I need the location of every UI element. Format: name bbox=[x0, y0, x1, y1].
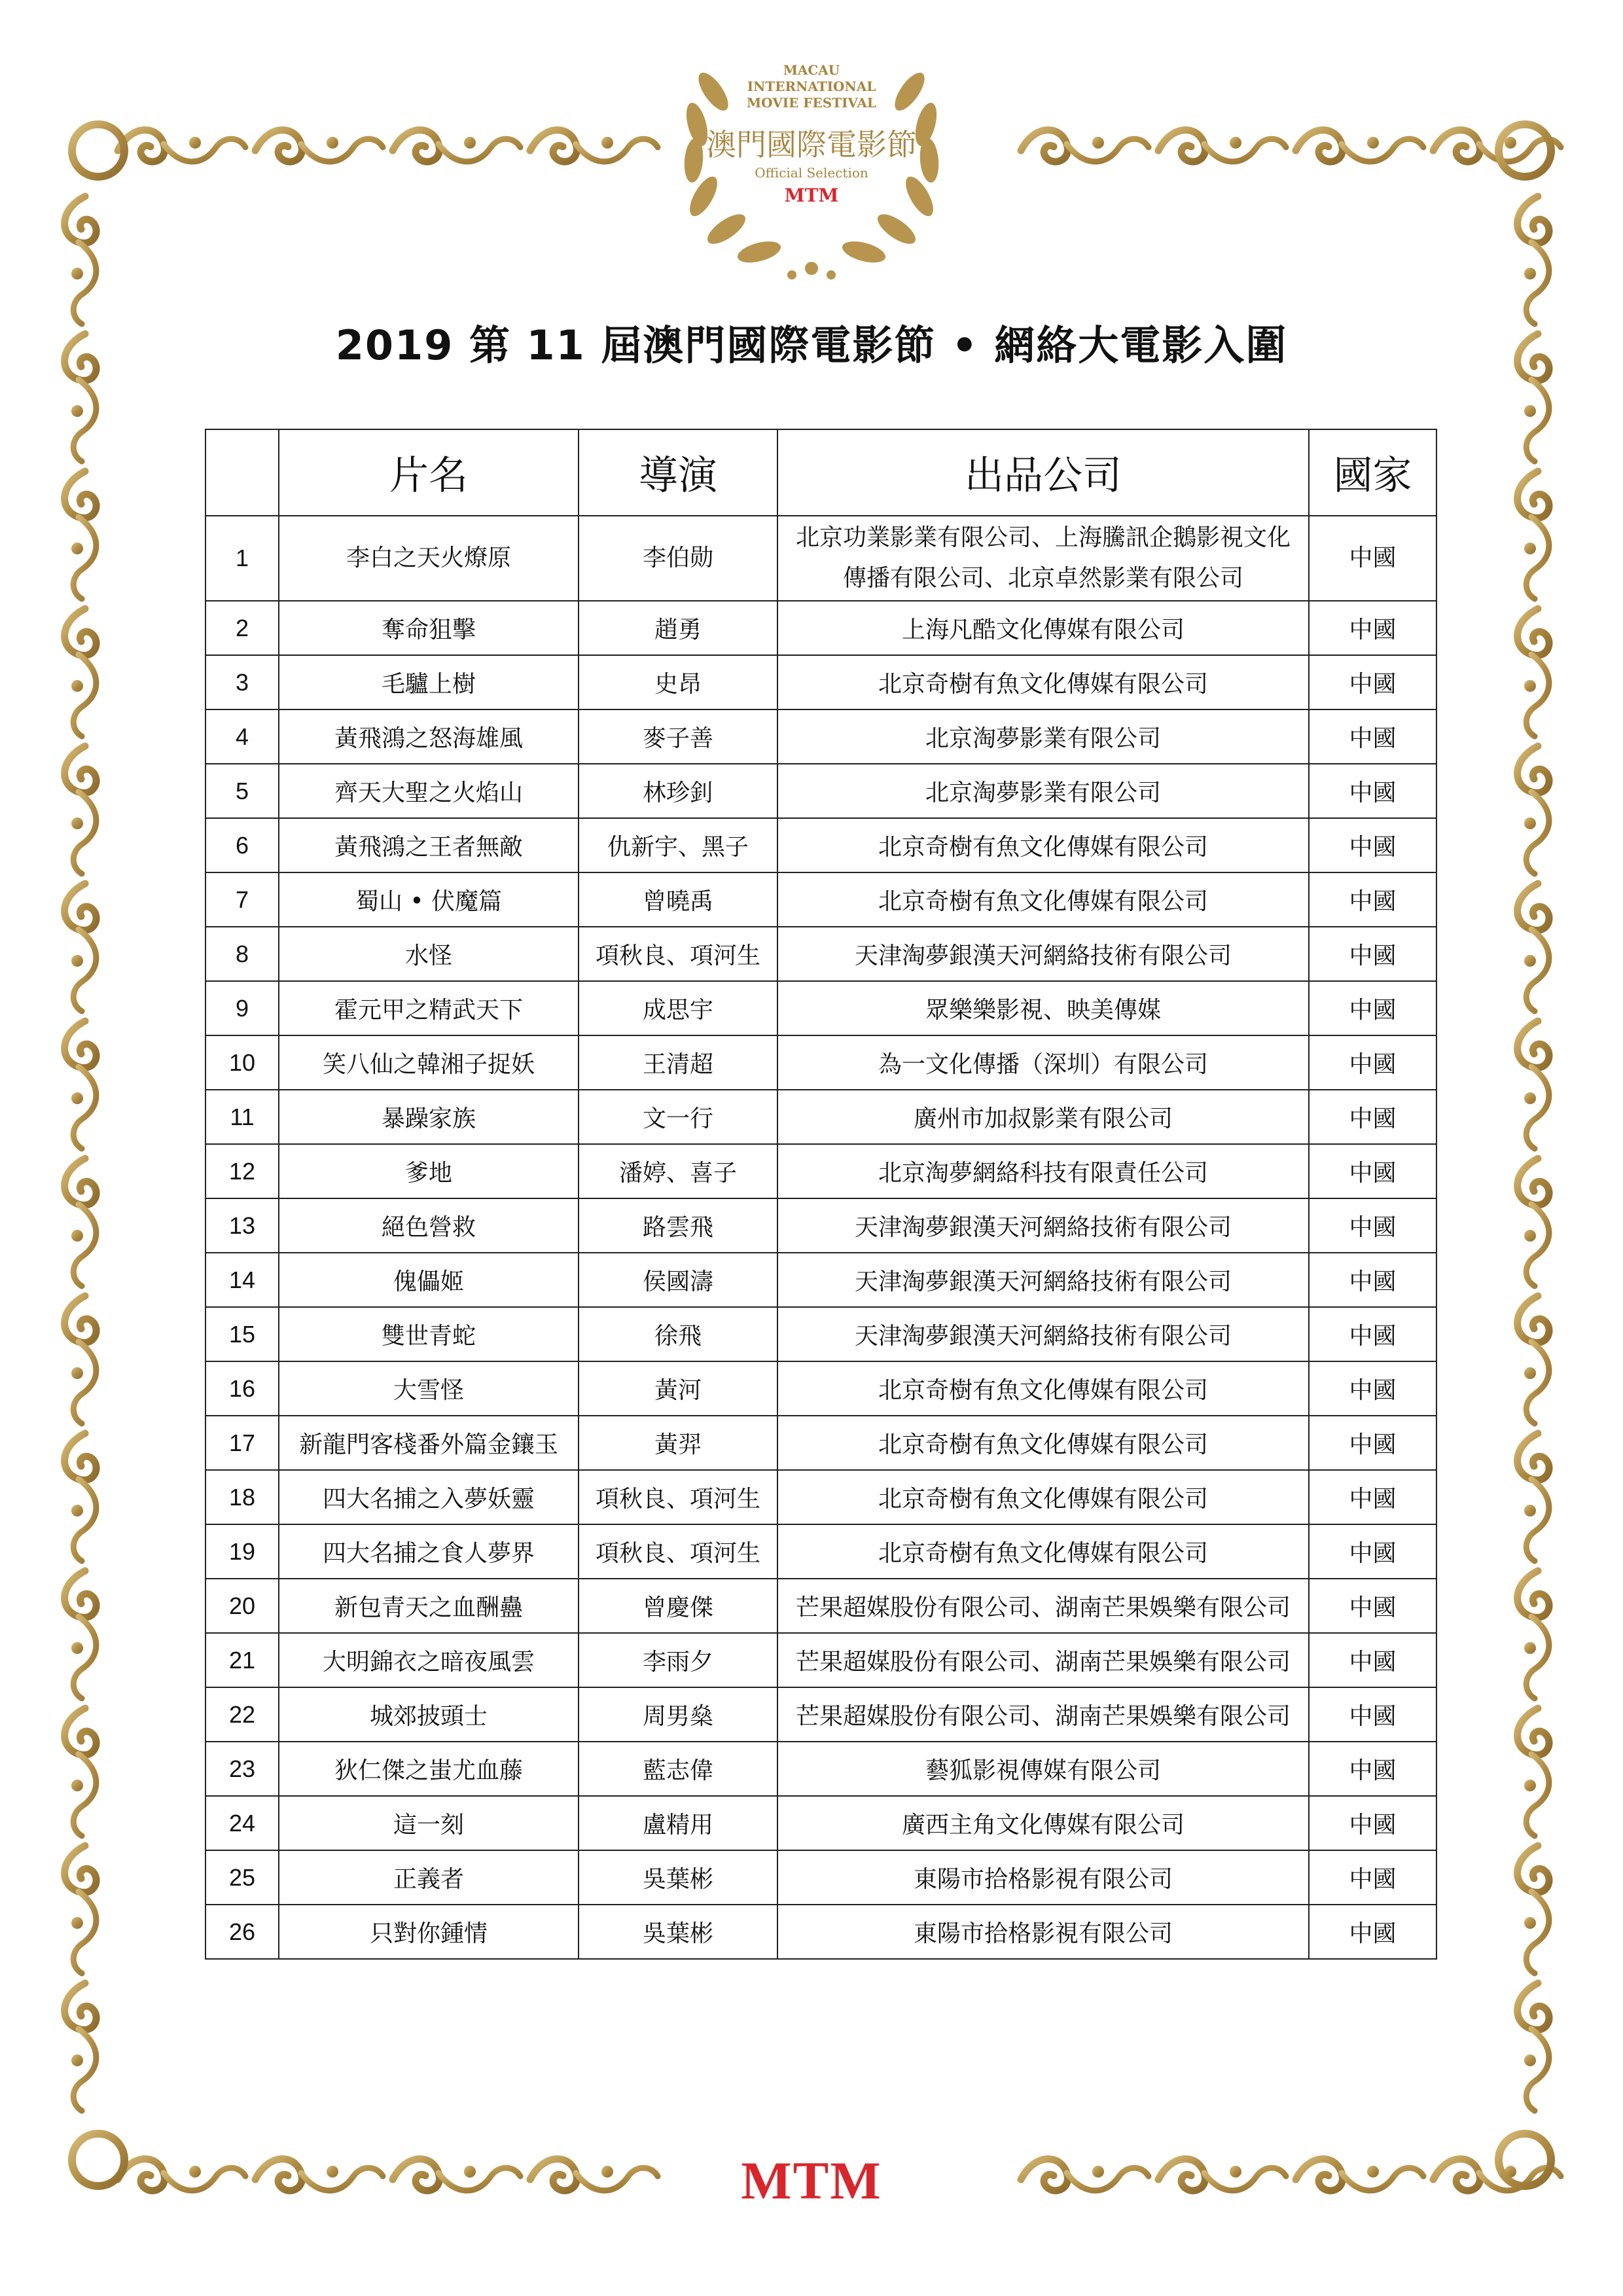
row-company: 北京奇樹有魚文化傳媒有限公司 bbox=[777, 1524, 1309, 1579]
row-number: 19 bbox=[205, 1524, 279, 1579]
row-country: 中國 bbox=[1309, 1524, 1436, 1579]
logo-line-movie-festival: MOVIE FESTIVAL bbox=[747, 95, 876, 111]
row-company: 北京淘夢影業有限公司 bbox=[777, 709, 1309, 764]
row-number: 16 bbox=[205, 1361, 279, 1416]
row-company: 天津淘夢銀漢天河網絡技術有限公司 bbox=[777, 1253, 1309, 1307]
table-row bbox=[205, 1416, 1436, 1470]
row-company: 為一文化傳播（深圳）有限公司 bbox=[777, 1035, 1309, 1090]
row-director: 王清超 bbox=[579, 1035, 777, 1090]
row-country: 中國 bbox=[1309, 1144, 1436, 1198]
row-company: 東陽市拾格影視有限公司 bbox=[777, 1905, 1309, 1959]
row-number: 1 bbox=[205, 516, 279, 601]
row-director: 曾慶傑 bbox=[579, 1579, 777, 1633]
header-director: 導演 bbox=[579, 429, 777, 516]
row-number: 7 bbox=[205, 872, 279, 927]
row-country: 中國 bbox=[1309, 1470, 1436, 1524]
row-title: 笑八仙之韓湘子捉妖 bbox=[279, 1035, 579, 1090]
row-company: 芒果超媒股份有限公司、湖南芒果娛樂有限公司 bbox=[777, 1579, 1309, 1633]
row-title: 大明錦衣之暗夜風雲 bbox=[279, 1633, 579, 1687]
row-number: 8 bbox=[205, 927, 279, 981]
table-row bbox=[205, 516, 1436, 601]
row-director: 潘婷、喜子 bbox=[579, 1144, 777, 1198]
row-company: 廣西主角文化傳媒有限公司 bbox=[777, 1796, 1309, 1850]
row-number: 20 bbox=[205, 1579, 279, 1633]
table-row bbox=[205, 1905, 1436, 1959]
row-title: 黃飛鴻之王者無敵 bbox=[279, 818, 579, 872]
table-row bbox=[205, 1198, 1436, 1253]
table-header-row bbox=[205, 429, 1436, 516]
row-director: 李伯勋 bbox=[579, 516, 777, 601]
header-title: 片名 bbox=[279, 429, 579, 516]
row-country: 中國 bbox=[1309, 927, 1436, 981]
table-row bbox=[205, 927, 1436, 981]
row-number: 22 bbox=[205, 1687, 279, 1742]
table-row bbox=[205, 1253, 1436, 1307]
row-title: 大雪怪 bbox=[279, 1361, 579, 1416]
row-country: 中國 bbox=[1309, 1035, 1436, 1090]
row-country: 中國 bbox=[1309, 1905, 1436, 1959]
row-title: 黃飛鴻之怒海雄風 bbox=[279, 709, 579, 764]
row-director: 周男燊 bbox=[579, 1687, 777, 1742]
row-director: 侯國濤 bbox=[579, 1253, 777, 1307]
selection-table bbox=[205, 429, 1437, 1960]
row-number: 14 bbox=[205, 1253, 279, 1307]
row-company: 芒果超媒股份有限公司、湖南芒果娛樂有限公司 bbox=[777, 1687, 1309, 1742]
row-title: 這一刻 bbox=[279, 1796, 579, 1850]
table-row bbox=[205, 1090, 1436, 1144]
row-title: 雙世青蛇 bbox=[279, 1307, 579, 1361]
row-number: 18 bbox=[205, 1470, 279, 1524]
row-director: 盧精用 bbox=[579, 1796, 777, 1850]
header-company: 出品公司 bbox=[777, 429, 1309, 516]
row-title: 暴躁家族 bbox=[279, 1090, 579, 1144]
row-director: 吳葉彬 bbox=[579, 1850, 777, 1905]
table-row bbox=[205, 981, 1436, 1035]
row-company: 眾樂樂影視、映美傳媒 bbox=[777, 981, 1309, 1035]
row-country: 中國 bbox=[1309, 655, 1436, 709]
row-number: 15 bbox=[205, 1307, 279, 1361]
row-director: 文一行 bbox=[579, 1090, 777, 1144]
row-company: 北京奇樹有魚文化傳媒有限公司 bbox=[777, 655, 1309, 709]
row-company: 天津淘夢銀漢天河網絡技術有限公司 bbox=[777, 927, 1309, 981]
row-title: 四大名捕之食人夢界 bbox=[279, 1524, 579, 1579]
row-title: 新龍門客棧番外篇金鑲玉 bbox=[279, 1416, 579, 1470]
row-title: 李白之天火燎原 bbox=[279, 516, 579, 601]
row-number: 24 bbox=[205, 1796, 279, 1850]
row-country: 中國 bbox=[1309, 1253, 1436, 1307]
row-company: 北京奇樹有魚文化傳媒有限公司 bbox=[777, 1361, 1309, 1416]
table-row bbox=[205, 1796, 1436, 1850]
page-title: 2019 第 11 屆澳門國際電影節 • 網絡大電影入圍 bbox=[335, 321, 1288, 369]
row-country: 中國 bbox=[1309, 981, 1436, 1035]
table-row bbox=[205, 818, 1436, 872]
row-company: 北京奇樹有魚文化傳媒有限公司 bbox=[777, 1416, 1309, 1470]
row-country: 中國 bbox=[1309, 1633, 1436, 1687]
row-title: 傀儡姬 bbox=[279, 1253, 579, 1307]
row-title: 城郊披頭士 bbox=[279, 1687, 579, 1742]
row-title: 水怪 bbox=[279, 927, 579, 981]
row-director: 仇新宇、黑子 bbox=[579, 818, 777, 872]
row-title: 四大名捕之入夢妖靈 bbox=[279, 1470, 579, 1524]
row-title: 蜀山 • 伏魔篇 bbox=[279, 872, 579, 927]
row-director: 史昂 bbox=[579, 655, 777, 709]
row-title: 毛驢上樹 bbox=[279, 655, 579, 709]
row-director: 項秋良、項河生 bbox=[579, 1470, 777, 1524]
logo-brand: MTM bbox=[784, 185, 839, 206]
row-country: 中國 bbox=[1309, 516, 1436, 601]
row-number: 25 bbox=[205, 1850, 279, 1905]
row-company: 廣州市加叔影業有限公司 bbox=[777, 1090, 1309, 1144]
row-title: 爹地 bbox=[279, 1144, 579, 1198]
row-number: 2 bbox=[205, 601, 279, 655]
row-title: 只對你鍾情 bbox=[279, 1905, 579, 1959]
row-director: 項秋良、項河生 bbox=[579, 1524, 777, 1579]
row-country: 中國 bbox=[1309, 601, 1436, 655]
row-country: 中國 bbox=[1309, 1742, 1436, 1796]
logo-line-macau: MACAU bbox=[783, 62, 840, 78]
row-country: 中國 bbox=[1309, 818, 1436, 872]
table-row bbox=[205, 764, 1436, 818]
table-row bbox=[205, 1361, 1436, 1416]
row-country: 中國 bbox=[1309, 1850, 1436, 1905]
row-title: 奪命狙擊 bbox=[279, 601, 579, 655]
row-title: 狄仁傑之蚩尤血藤 bbox=[279, 1742, 579, 1796]
row-number: 6 bbox=[205, 818, 279, 872]
header-number bbox=[205, 429, 279, 516]
row-title: 正義者 bbox=[279, 1850, 579, 1905]
row-country: 中國 bbox=[1309, 1090, 1436, 1144]
row-director: 徐飛 bbox=[579, 1307, 777, 1361]
row-director: 吳葉彬 bbox=[579, 1905, 777, 1959]
table-row bbox=[205, 709, 1436, 764]
logo-official-selection: Official Selection bbox=[755, 165, 868, 181]
table-row bbox=[205, 1035, 1436, 1090]
row-number: 9 bbox=[205, 981, 279, 1035]
row-country: 中國 bbox=[1309, 1796, 1436, 1850]
row-number: 26 bbox=[205, 1905, 279, 1959]
row-number: 21 bbox=[205, 1633, 279, 1687]
row-company: 北京淘夢網絡科技有限責任公司 bbox=[777, 1144, 1309, 1198]
row-director: 藍志偉 bbox=[579, 1742, 777, 1796]
row-country: 中國 bbox=[1309, 1307, 1436, 1361]
row-country: 中國 bbox=[1309, 709, 1436, 764]
logo-line-international: INTERNATIONAL bbox=[747, 79, 876, 94]
row-director: 趙勇 bbox=[579, 601, 777, 655]
row-director: 麥子善 bbox=[579, 709, 777, 764]
row-director: 曾曉禹 bbox=[579, 872, 777, 927]
table-row bbox=[205, 1579, 1436, 1633]
row-company: 芒果超媒股份有限公司、湖南芒果娛樂有限公司 bbox=[777, 1633, 1309, 1687]
row-title: 新包青天之血酬蠱 bbox=[279, 1579, 579, 1633]
table-row bbox=[205, 1687, 1436, 1742]
footer-brand: MTM bbox=[741, 2151, 882, 2210]
row-director: 路雲飛 bbox=[579, 1198, 777, 1253]
row-company: 上海凡酷文化傳媒有限公司 bbox=[777, 601, 1309, 655]
row-title: 霍元甲之精武天下 bbox=[279, 981, 579, 1035]
row-number: 13 bbox=[205, 1198, 279, 1253]
row-director: 李雨夕 bbox=[579, 1633, 777, 1687]
table-row bbox=[205, 1633, 1436, 1687]
row-country: 中國 bbox=[1309, 1579, 1436, 1633]
row-company-line: 傳播有限公司、北京卓然影業有限公司 bbox=[842, 565, 1243, 592]
row-director: 林珍釗 bbox=[579, 764, 777, 818]
row-country: 中國 bbox=[1309, 1198, 1436, 1253]
row-company: 北京淘夢影業有限公司 bbox=[777, 764, 1309, 818]
row-country: 中國 bbox=[1309, 764, 1436, 818]
table-row bbox=[205, 601, 1436, 655]
row-number: 12 bbox=[205, 1144, 279, 1198]
row-number: 17 bbox=[205, 1416, 279, 1470]
table-row bbox=[205, 1470, 1436, 1524]
row-number: 10 bbox=[205, 1035, 279, 1090]
row-country: 中國 bbox=[1309, 1687, 1436, 1742]
table-row bbox=[205, 1850, 1436, 1905]
row-director: 黃河 bbox=[579, 1361, 777, 1416]
logo-chinese-name: 澳門國際電影節 bbox=[706, 127, 917, 162]
row-company: 東陽市拾格影視有限公司 bbox=[777, 1850, 1309, 1905]
row-company bbox=[777, 516, 1309, 601]
row-director: 黃羿 bbox=[579, 1416, 777, 1470]
row-number: 4 bbox=[205, 709, 279, 764]
row-company-line: 北京功業影業有限公司、上海騰訊企鵝影視文化 bbox=[795, 524, 1291, 551]
row-country: 中國 bbox=[1309, 1416, 1436, 1470]
row-company: 北京奇樹有魚文化傳媒有限公司 bbox=[777, 872, 1309, 927]
table-row bbox=[205, 1144, 1436, 1198]
row-country: 中國 bbox=[1309, 872, 1436, 927]
table-row bbox=[205, 1524, 1436, 1579]
row-director: 項秋良、項河生 bbox=[579, 927, 777, 981]
row-number: 23 bbox=[205, 1742, 279, 1796]
row-company: 天津淘夢銀漢天河網絡技術有限公司 bbox=[777, 1307, 1309, 1361]
row-company: 北京奇樹有魚文化傳媒有限公司 bbox=[777, 1470, 1309, 1524]
row-number: 5 bbox=[205, 764, 279, 818]
row-director: 成思宇 bbox=[579, 981, 777, 1035]
row-company: 北京奇樹有魚文化傳媒有限公司 bbox=[777, 818, 1309, 872]
table-row bbox=[205, 872, 1436, 927]
header-country: 國家 bbox=[1309, 429, 1436, 516]
table-row bbox=[205, 1307, 1436, 1361]
row-title: 齊天大聖之火焰山 bbox=[279, 764, 579, 818]
row-title: 絕色營救 bbox=[279, 1198, 579, 1253]
table-row bbox=[205, 1742, 1436, 1796]
row-number: 3 bbox=[205, 655, 279, 709]
row-company: 天津淘夢銀漢天河網絡技術有限公司 bbox=[777, 1198, 1309, 1253]
row-company: 藝狐影視傳媒有限公司 bbox=[777, 1742, 1309, 1796]
row-number: 11 bbox=[205, 1090, 279, 1144]
row-country: 中國 bbox=[1309, 1361, 1436, 1416]
table-row bbox=[205, 655, 1436, 709]
